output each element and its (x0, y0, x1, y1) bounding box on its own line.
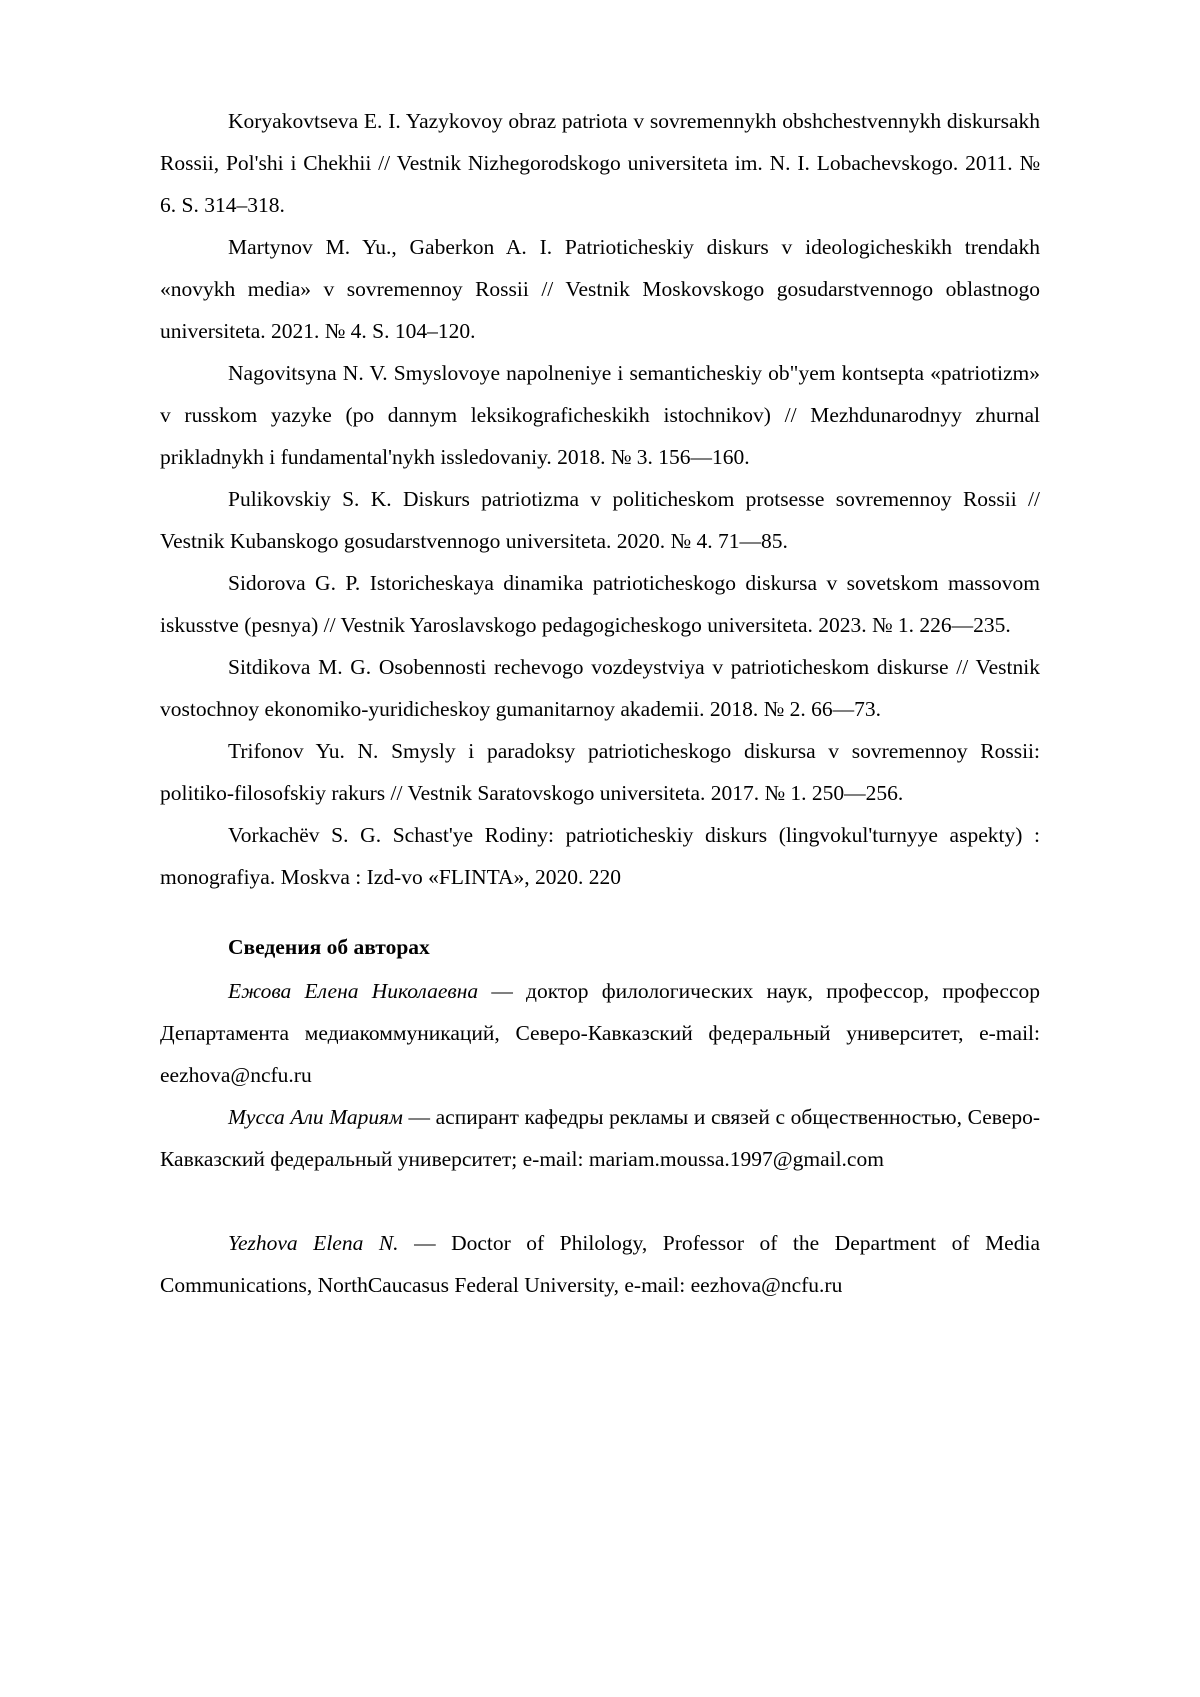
author-name: Ежова Елена Николаевна (228, 979, 479, 1003)
author-details: — аспирант кафедры рекламы и связей с общественностью, Северо-Кавказский федеральный университет; e-mail: mariam.moussa.1997@gmail.com (160, 1105, 1040, 1171)
reference-item: Sidorova G. P. Istoricheskaya dinamika patrioticheskogo diskursa v sovetskom massovom iskusstve (pesnya) // Vestnik Yaroslavskogo pedagogicheskogo universiteta. 2023. № 1. 226—235. (160, 571, 1040, 637)
reference-item: Koryakovtseva E. I. Yazykovoy obraz patriota v sovremennykh obshchestvennykh diskursakh Rossii, Pol'shi i Chekhii // Vestnik Nizhegorodskogo universiteta im. N. I. Lobachevskogo. 2011. № 6. S. 314–318. (160, 109, 1040, 217)
author-entry (160, 970, 1040, 1096)
section-spacer (160, 1180, 1040, 1222)
author-details-en: — Doctor of Philology, Professor of the Department of Media Communications, NorthCaucasus Federal University, e-mail: eezhova@ncfu.ru (160, 1231, 1040, 1297)
reference-item: Vorkachëv S. G. Schast'ye Rodiny: patrioticheskiy diskurs (lingvokul'turnyye aspekty) : monografiya. Moskva : Izd-vo «FLINTA», 2020. 220 (160, 823, 1040, 889)
authors-section-title: Сведения об авторах (228, 935, 430, 959)
author-name-en: Yezhova Elena N. (228, 1231, 399, 1255)
reference-item: Sitdikova M. G. Osobennosti rechevogo vozdeystviya v patrioticheskom diskurse // Vestnik vostochnoy ekonomiko-yuridicheskoy gumanitarnoy akademii. 2018. № 2. 66—73. (160, 655, 1040, 721)
author-entry-en (160, 1222, 1040, 1306)
reference-item: Nagovitsyna N. V. Smyslovoye napolneniye i semanticheskiy ob"yem kontsepta «patriotizm» v russkom yazyke (po dannym leksikograficheskikh istochnikov) // Mezhdunarodnyy zhurnal prikladnykh i fundamental'nykh issledovaniy. 2018. № 3. 156—160. (160, 361, 1040, 469)
reference-item: Pulikovskiy S. K. Diskurs patriotizma v politicheskom protsesse sovremennoy Rossii // Vestnik Kubanskogo gosudarstvennogo universiteta. 2020. № 4. 71—85. (160, 487, 1040, 553)
author-entry (160, 1096, 1040, 1180)
reference-item: Trifonov Yu. N. Smysly i paradoksy patrioticheskogo diskursa v sovremennoy Rossii: politiko-filosofskiy rakurs // Vestnik Saratovskogo universiteta. 2017. № 1. 250—256. (160, 739, 1040, 805)
document-body (160, 100, 1040, 1306)
author-details: — доктор филологических наук, профессор, профессор Департамента медиакоммуникаций, Северо-Кавказский федеральный университет, e-mail: eezhova@ncfu.ru (160, 979, 1040, 1087)
reference-item: Martynov M. Yu., Gaberkon A. I. Patrioticheskiy diskurs v ideologicheskikh trendakh «novykh media» v sovremennoy Rossii // Vestnik Moskovskogo gosudarstvennogo oblastnogo universiteta. 2021. № 4. S. 104–120. (160, 235, 1040, 343)
author-name: Мусса Али Мариям (228, 1105, 403, 1129)
